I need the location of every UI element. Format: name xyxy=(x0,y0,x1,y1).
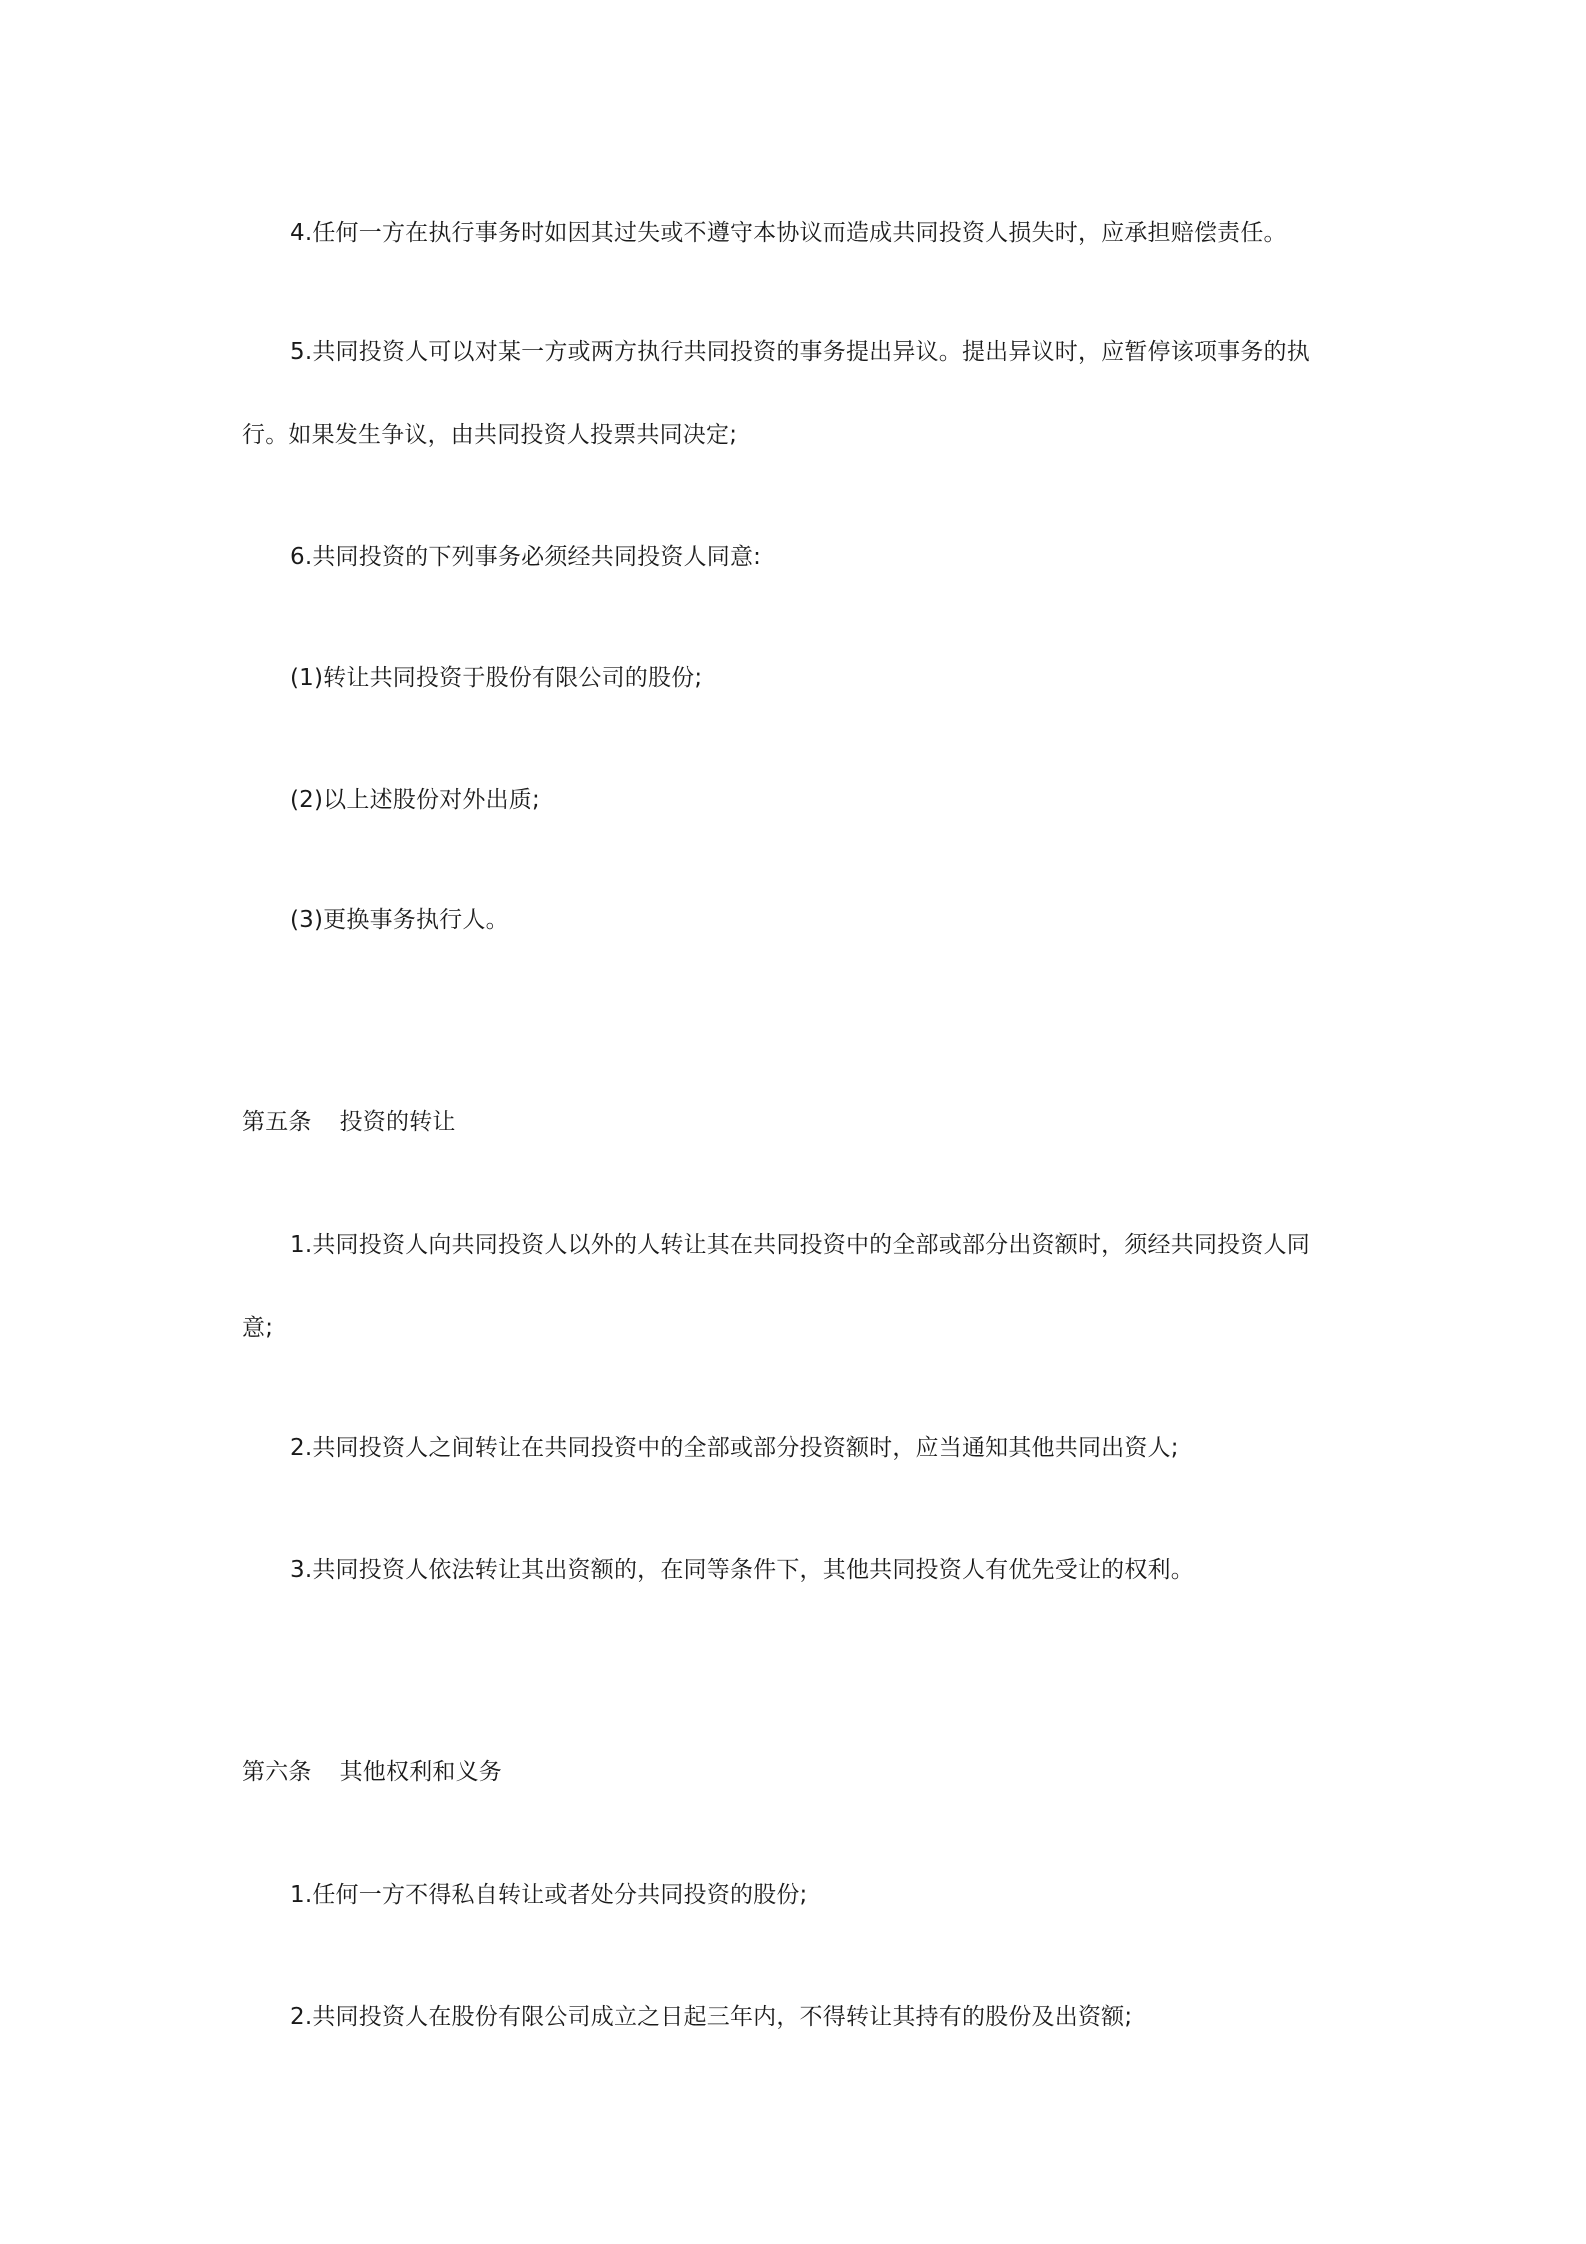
article-6-heading xyxy=(242,1757,502,1787)
article-5-paragraph-2: 2.共同投资人之间转让在共同投资中的全部或部分投资额时，应当通知其他共同出资人; xyxy=(290,1435,1179,1461)
paragraph-5-line-2: 行。如果发生争议，由共同投资人投票共同决定; xyxy=(242,422,738,448)
article-5-paragraph-1-line-2: 意; xyxy=(242,1315,274,1341)
article-5-title: 投资的转让 xyxy=(339,1109,456,1135)
article-5-heading xyxy=(242,1107,456,1137)
article-6-paragraph-1: 1.任何一方不得私自转让或者处分共同投资的股份; xyxy=(290,1882,808,1908)
item-1: (1)转让共同投资于股份有限公司的股份; xyxy=(290,665,703,691)
article-5-paragraph-3: 3.共同投资人依法转让其出资额的，在同等条件下，其他共同投资人有优先受让的权利。 xyxy=(290,1557,1194,1583)
item-2: (2)以上述股份对外出质; xyxy=(290,787,540,813)
article-6-number: 第六条 xyxy=(242,1759,312,1785)
paragraph-5-line-1: 5.共同投资人可以对某一方或两方执行共同投资的事务提出异议。提出异议时，应暂停该项事务的执 xyxy=(290,339,1310,365)
article-5-number: 第五条 xyxy=(242,1109,312,1135)
article-6-paragraph-2: 2.共同投资人在股份有限公司成立之日起三年内，不得转让其持有的股份及出资额; xyxy=(290,2004,1133,2030)
paragraph-6: 6.共同投资的下列事务必须经共同投资人同意: xyxy=(290,544,762,570)
article-6-title: 其他权利和义务 xyxy=(339,1759,503,1785)
item-3: (3)更换事务执行人。 xyxy=(290,907,509,933)
article-5-paragraph-1-line-1: 1.共同投资人向共同投资人以外的人转让其在共同投资中的全部或部分出资额时，须经共同投资人同 xyxy=(290,1232,1310,1258)
paragraph-4: 4.任何一方在执行事务时如因其过失或不遵守本协议而造成共同投资人损失时，应承担赔偿责任。 xyxy=(290,220,1287,246)
